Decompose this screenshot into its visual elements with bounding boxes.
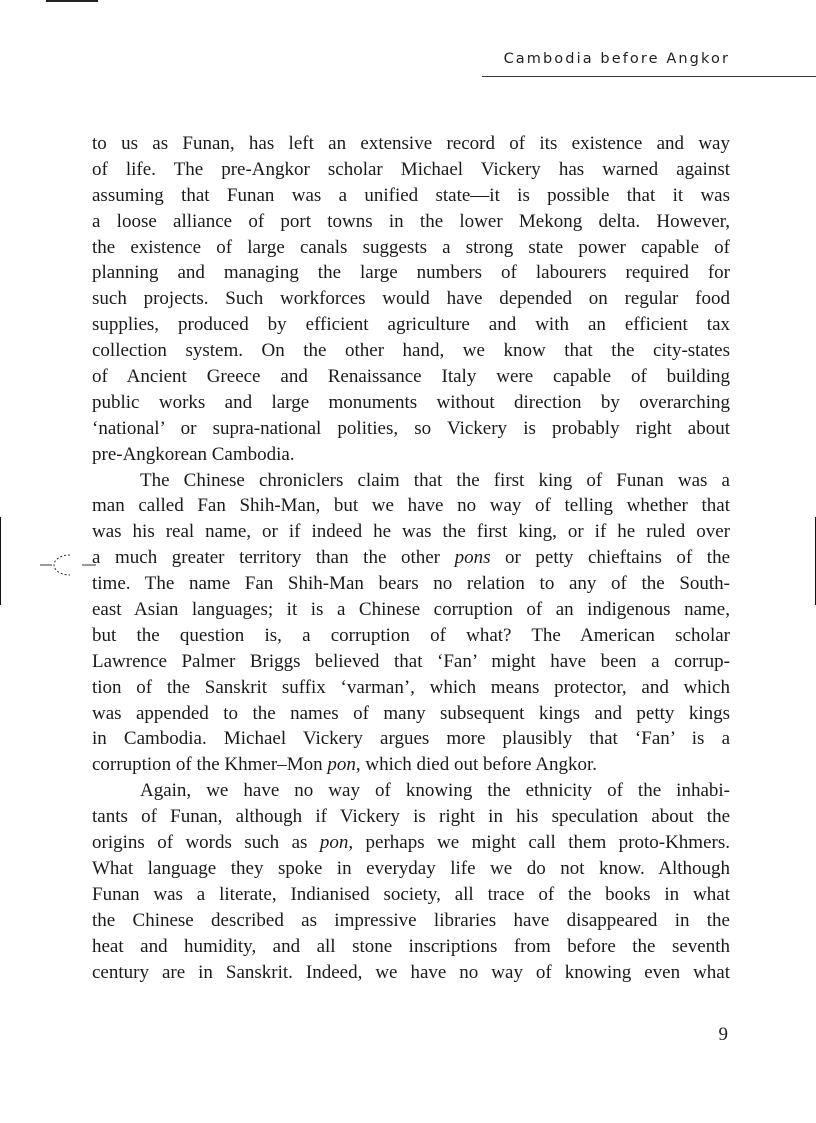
text-line: public works and large monuments without direction by overarching (92, 391, 730, 413)
registration-mark-icon (40, 552, 96, 578)
text-line: in Cambodia. Michael Vickery argues more plausibly that ‘Fan’ is a (92, 728, 730, 750)
text-line: the existence of large canals suggests a strong state power capable of (92, 236, 730, 258)
text-line: man called Fan Shih-Man, but we have no way of telling whether that (92, 495, 730, 517)
left-crop-mark (0, 517, 1, 605)
text-line: What language they spoke in everyday life we do not know. Although (92, 857, 730, 879)
text-line: century are in Sanskrit. Indeed, we have no way of knowing even what (92, 961, 730, 983)
text-segment: origins of words such as (92, 832, 320, 854)
text-line: collection system. On the other hand, we know that the city-states (92, 340, 730, 362)
body-text (92, 131, 730, 985)
text-line: Funan was a literate, Indianised society, all trace of the books in what (92, 883, 730, 905)
text-line: the Chinese described as impressive libraries have disappeared in the (92, 909, 730, 931)
text-line: planning and managing the large numbers of labourers required for (92, 262, 730, 284)
text-line: of life. The pre-Angkor scholar Michael Vickery has warned against (92, 158, 730, 180)
italic-term: pon (319, 832, 349, 854)
text-line: east Asian languages; it is a Chinese corruption of an indigenous name, (92, 599, 730, 621)
text-line: such projects. Such workforces would have depended on regular food (92, 288, 730, 310)
text-line: to us as Funan, has left an extensive record of its existence and way (92, 133, 730, 154)
text-line: time. The name Fan Shih-Man bears no relation to any of the South- (92, 573, 730, 595)
text-line: Lawrence Palmer Briggs believed that ‘Fan’ might have been a corrup- (92, 650, 730, 672)
text-line: but the question is, a corruption of what? The American scholar (92, 624, 730, 646)
text-line: a loose alliance of port towns in the lower Mekong delta. However, (92, 210, 730, 232)
text-line: was appended to the names of many subsequent kings and petty kings (92, 702, 730, 724)
text-line: Again, we have no way of knowing the ethnicity of the inhabi- (140, 780, 730, 802)
text-segment: or petty chieftains of the (490, 547, 731, 569)
text-segment: corruption of the Khmer–Mon (92, 754, 328, 776)
text-segment: , perhaps we might call them proto-Khmers. (348, 832, 730, 854)
text-line: tants of Funan, although if Vickery is right in his speculation about the (92, 806, 730, 828)
text-segment: , which died out before Angkor. (355, 754, 597, 776)
text-line: supplies, produced by efficient agriculture and with an efficient tax (92, 314, 730, 336)
text-line (92, 752, 730, 778)
text-segment: a much greater territory than the other (92, 547, 455, 569)
text-line: of Ancient Greece and Renaissance Italy were capable of building (92, 366, 730, 388)
text-line: ‘national’ or supra-national polities, so Vickery is probably right about (92, 417, 730, 439)
page-number: 9 (718, 1024, 728, 1045)
text-line: assuming that Funan was a unified state—it is possible that it was (92, 184, 730, 206)
italic-term: pon (327, 754, 356, 776)
text-line: The Chinese chroniclers claim that the first king of Funan was a (140, 469, 730, 491)
top-crop-rule (46, 0, 98, 2)
text-line: was his real name, or if indeed he was the first king, or if he ruled over (92, 521, 730, 543)
text-line: heat and humidity, and all stone inscriptions from before the seventh (92, 935, 730, 957)
text-line (92, 830, 730, 856)
text-line (92, 545, 730, 571)
running-head: Cambodia before Angkor (503, 51, 730, 67)
text-line: tion of the Sanskrit suffix ‘varman’, which means protector, and which (92, 676, 730, 698)
text-line: pre-Angkorean Cambodia. (92, 443, 295, 465)
italic-term: pons (454, 547, 491, 569)
running-head-rule (482, 76, 816, 77)
